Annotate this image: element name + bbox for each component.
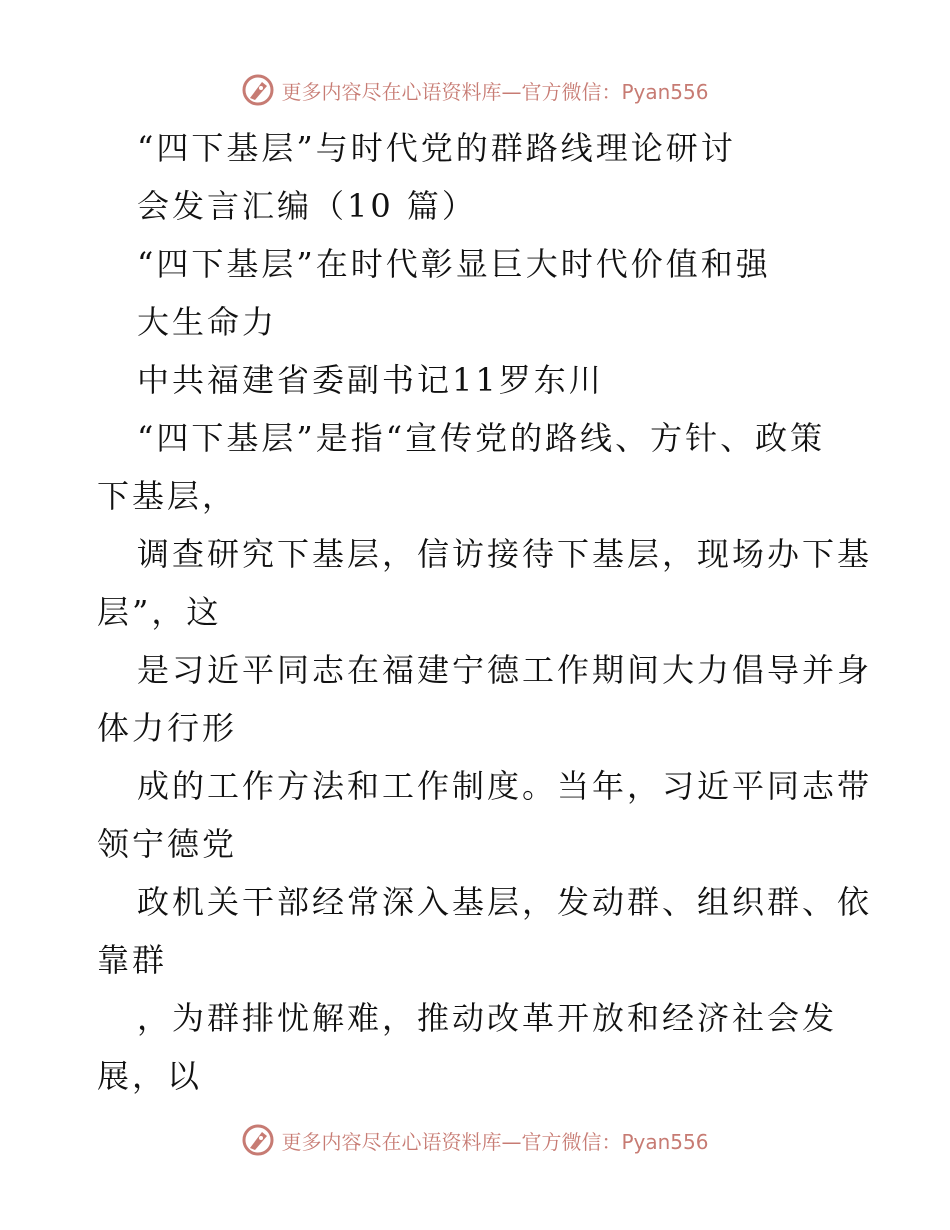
pen-nib-logo-icon — [241, 1123, 275, 1157]
footer-watermark — [0, 1120, 950, 1160]
body-line: ，为群排忧解难，推动改革开放和经济社会发 — [137, 999, 838, 1037]
body-line: 调查研究下基层，信访接待下基层，现场办下基 — [137, 535, 873, 573]
author-line: 中共福建省委副书记11罗东川 — [137, 361, 604, 399]
body-line: 下基层， — [97, 477, 238, 515]
body-line: 靠群 — [97, 941, 168, 979]
body-line: 是习近平同志在福建宁德工作期间大力倡导并身 — [137, 651, 873, 689]
doc-title-line-2: 会发言汇编（10 篇） — [137, 187, 477, 225]
doc-title-line-1: “四下基层”与时代党的群路线理论研讨 — [137, 129, 736, 167]
body-line: 领宁德党 — [97, 825, 238, 863]
article-title-line-1: “四下基层”在时代彰显巨大时代价值和强 — [137, 245, 771, 283]
article-title-line-2: 大生命力 — [137, 303, 278, 341]
body-line: 展，以 — [97, 1057, 203, 1095]
body-line: 成的工作方法和工作制度。当年，习近平同志带 — [137, 767, 873, 805]
watermark-text: 更多内容尽在心语资料库—官方微信：Pyan556 — [281, 79, 709, 104]
body-line: 层”，这 — [97, 593, 222, 631]
watermark-text: 更多内容尽在心语资料库—官方微信：Pyan556 — [281, 1129, 709, 1154]
body-line: 政机关干部经常深入基层，发动群、组织群、依 — [137, 883, 873, 921]
body-line: “四下基层”是指“宣传党的路线、方针、政策 — [137, 419, 826, 457]
body-line: 体力行形 — [97, 709, 238, 747]
